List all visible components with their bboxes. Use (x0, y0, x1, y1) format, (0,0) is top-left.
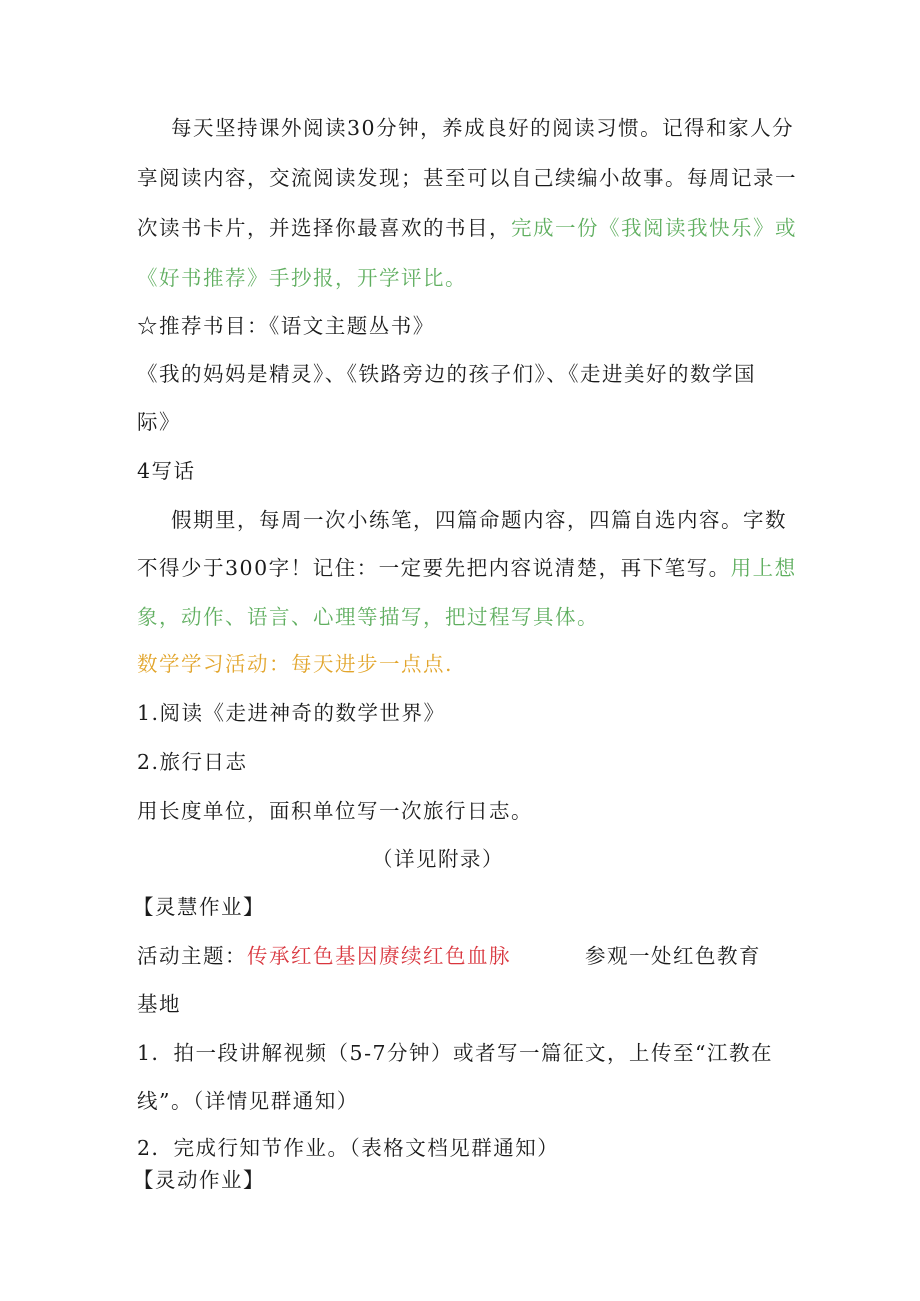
math-item-2: 2.旅行日志 (137, 750, 248, 774)
writing-heading: 4写话 (137, 459, 196, 483)
writing-paragraph-line-2 (137, 554, 797, 582)
appendix-note: （详见附录） (372, 847, 504, 871)
wisdom-item-1-line-1: 1．拍一段讲解视频（5-7分钟）或者写一篇征文，上传至“江教在 (137, 1041, 774, 1065)
recommended-books-heading: ☆推荐书目：《语文主题丛书》 (137, 314, 435, 338)
writing-tip-highlight: 用上想 (730, 556, 797, 580)
wisdom-theme-line-2: 基地 (137, 992, 181, 1016)
wisdom-theme-line (137, 942, 511, 970)
writing-tip-highlight-continued: 象，动作、语言、心理等描写，把过程写具体。 (137, 605, 599, 629)
wisdom-theme-label: 活动主题： (137, 944, 247, 968)
math-item-2-description: 用长度单位，面积单位写一次旅行日志。 (137, 799, 533, 823)
reading-task-highlight-continued: 《好书推荐》手抄报，开学评比。 (137, 266, 467, 290)
wisdom-theme-title: 传承红色基因赓续红色血脉 (247, 944, 511, 968)
reading-paragraph-line-2: 享阅读内容，交流阅读发现；甚至可以自己续编小故事。每周记录一 (137, 166, 797, 190)
reading-paragraph-line-1: 每天坚持课外阅读30分钟，养成良好的阅读习惯。记得和家人分 (171, 116, 795, 140)
active-homework-heading: 【灵动作业】 (133, 1168, 265, 1192)
wisdom-item-1-line-2: 线”。（详情见群通知） (137, 1089, 359, 1113)
wisdom-theme-tail: 参观一处红色教育 (585, 944, 761, 968)
writing-paragraph-line-1: 假期里，每周一次小练笔，四篇命题内容，四篇自选内容。字数 (171, 508, 787, 532)
reading-paragraph-line-3-text: 次读书卡片，并选择你最喜欢的书目， (137, 216, 511, 240)
math-activity-heading: 数学学习活动：每天进步一点点. (137, 652, 454, 676)
recommended-books-line-2: 际》 (137, 410, 181, 434)
reading-paragraph-line-3 (137, 214, 797, 242)
wisdom-item-2: 2．完成行知节作业。（表格文档见群通知） (137, 1136, 560, 1160)
wisdom-homework-heading: 【灵慧作业】 (133, 895, 265, 919)
recommended-books-line-1: 《我的妈妈是精灵》、《铁路旁边的孩子们》、《走进美好的数学国 (137, 362, 756, 386)
reading-task-highlight: 完成一份《我阅读我快乐》或 (511, 216, 797, 240)
math-item-1: 1.阅读《走进神奇的数学世界》 (137, 701, 446, 725)
writing-paragraph-line-2-text: 不得少于300字！记住：一定要先把内容说清楚，再下笔写。 (137, 556, 731, 580)
